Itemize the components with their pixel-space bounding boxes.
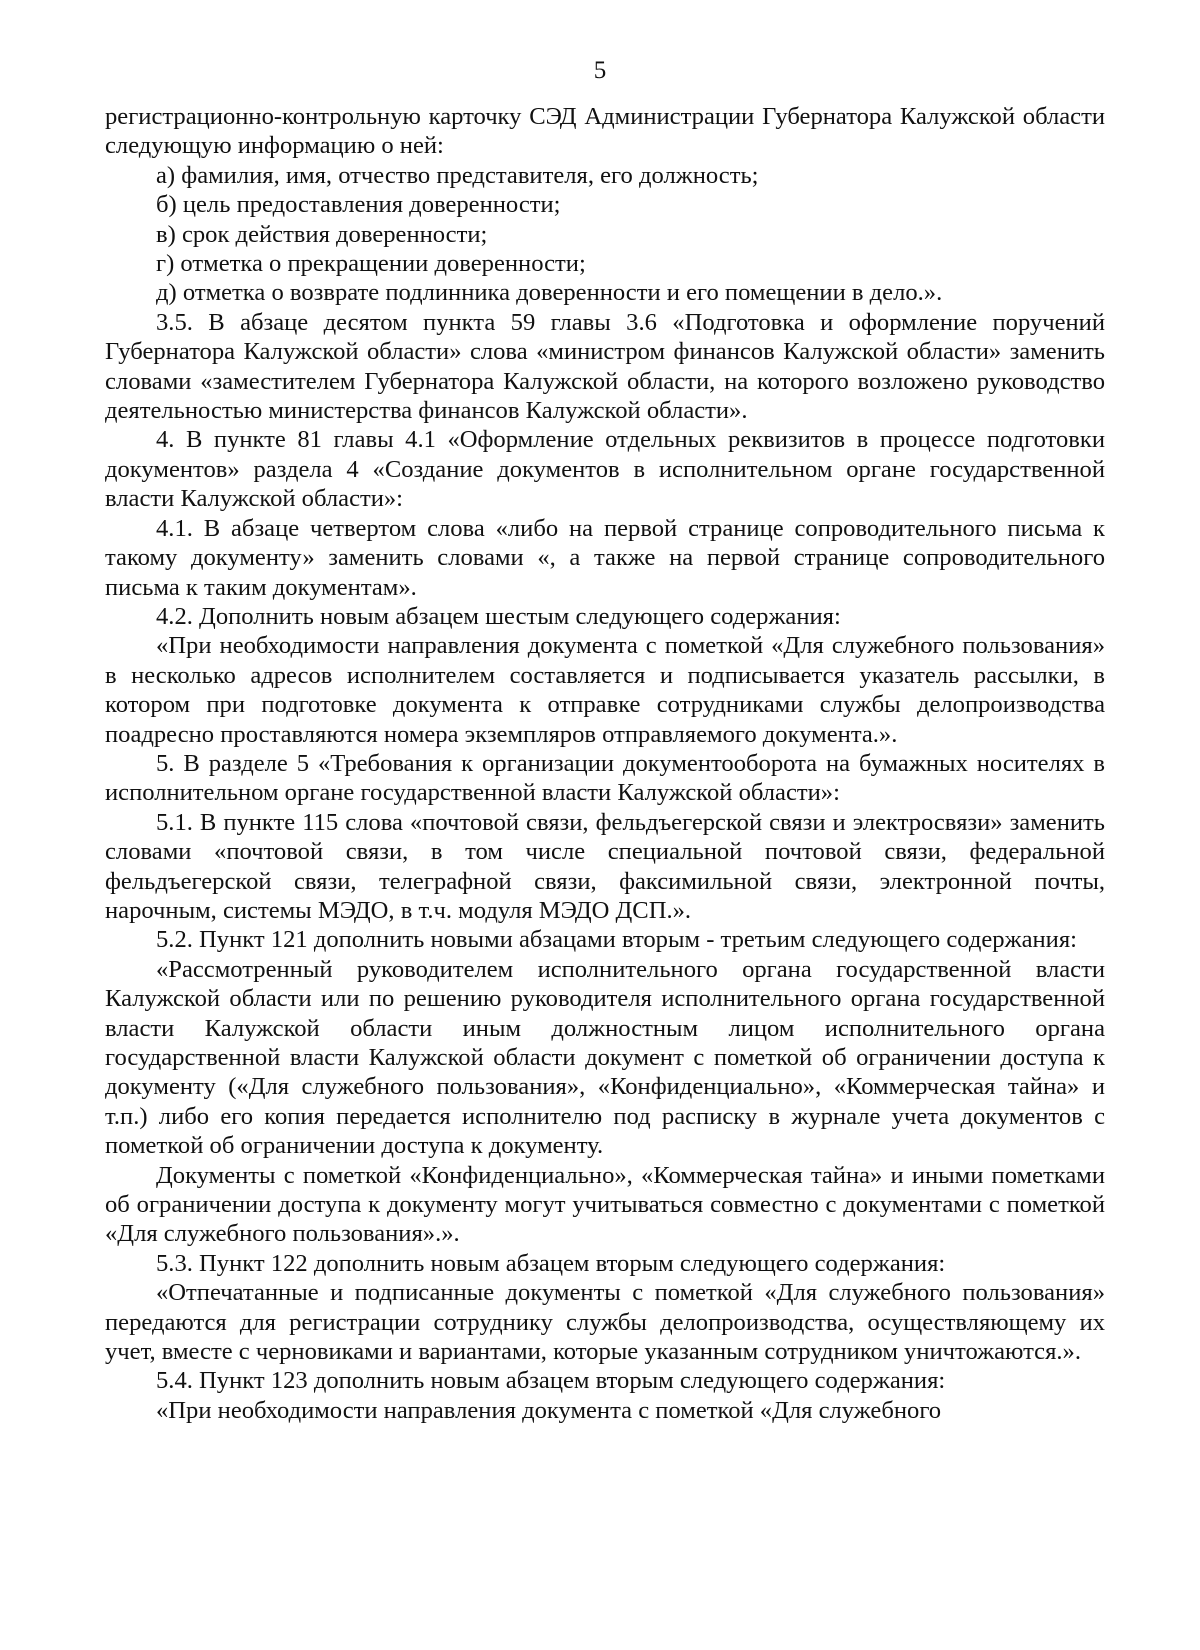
paragraph: Документы с пометкой «Конфиденциально», «Коммерческая тайна» и иными пометками об ограничении доступа к документу могут учитываться совместно с документами с пометкой «Для служебного пользования».». bbox=[105, 1161, 1105, 1248]
paragraph: 5.2. Пункт 121 дополнить новыми абзацами вторым - третьим следующего содержания: bbox=[156, 926, 1077, 954]
document-body bbox=[105, 102, 1105, 1425]
page-number: 5 bbox=[593, 57, 607, 84]
paragraph: «Рассмотренный руководителем исполнительного органа государственной власти Калужской области или по решению руководителя исполнительного органа государственной власти Калужской области иным должностным лицом исполнительного органа государственной власти Калужской области документ с пометкой об ограничении доступа к документу («Для служебного пользования», «Конфиденциально», «Коммерческая тайна» и т.п.) либо его копия передается исполнителю под расписку в журнале учета документов с пометкой об ограничении доступа к документу. bbox=[105, 955, 1105, 1160]
paragraph: г) отметка о прекращении доверенности; bbox=[156, 250, 586, 278]
paragraph: 5. В разделе 5 «Требования к организации документооборота на бумажных носителях в исполнительном органе государственной власти Калужской области»: bbox=[105, 749, 1105, 807]
paragraph: б) цель предоставления доверенности; bbox=[156, 191, 561, 219]
paragraph: регистрационно-контрольную карточку СЭД Администрации Губернатора Калужской области следующую информацию о ней: bbox=[105, 103, 1105, 160]
paragraph: «При необходимости направления документа с пометкой «Для служебного bbox=[156, 1396, 942, 1424]
paragraph: 4.2. Дополнить новым абзацем шестым следующего содержания: bbox=[156, 602, 841, 630]
paragraph: 5.4. Пункт 123 дополнить новым абзацем вторым следующего содержания: bbox=[156, 1367, 946, 1395]
paragraph: 4.1. В абзаце четвертом слова «либо на первой странице сопроводительного письма к такому документу» заменить словами «, а также на первой странице сопроводительного письма к таким документам». bbox=[105, 514, 1105, 601]
paragraph: в) срок действия доверенности; bbox=[156, 220, 488, 248]
paragraph: д) отметка о возврате подлинника доверенности и его помещении в дело.». bbox=[156, 279, 943, 307]
paragraph: 4. В пункте 81 главы 4.1 «Оформление отдельных реквизитов в процессе подготовки документов» раздела 4 «Создание документов в исполнительном органе государственной власти Калужской области»: bbox=[105, 426, 1105, 513]
paragraph: 5.3. Пункт 122 дополнить новым абзацем вторым следующего содержания: bbox=[156, 1249, 946, 1277]
paragraph: 5.1. В пункте 115 слова «почтовой связи, фельдъегерской связи и электросвязи» заменить словами «почтовой связи, в том числе специальной почтовой связи, федеральной фельдъегерской связи, телеграфной связи, факсимильной связи, электронной почты, нарочным, системы МЭДО, в т.ч. модуля МЭДО ДСП.». bbox=[105, 808, 1105, 924]
paragraph: «При необходимости направления документа с пометкой «Для служебного пользования» в несколько адресов исполнителем составляется и подписывается указатель рассылки, в котором при подготовке документа к отправке сотрудниками службы делопроизводства поадресно проставляются номера экземпляров отправляемого документа.». bbox=[105, 632, 1105, 748]
paragraph: «Отпечатанные и подписанные документы с пометкой «Для служебного пользования» передаются для регистрации сотруднику службы делопроизводства, осуществляющему их учет, вместе с черновиками и вариантами, которые указанным сотрудником уничтожаются.». bbox=[105, 1279, 1105, 1366]
paragraph: а) фамилия, имя, отчество представителя, его должность; bbox=[156, 161, 759, 189]
paragraph: 3.5. В абзаце десятом пункта 59 главы 3.6 «Подготовка и оформление поручений Губернатора Калужской области» слова «министром финансов Калужской области» заменить словами «заместителем Губернатора Калужской области, на которого возложено руководство деятельностью министерства финансов Калужской области». bbox=[105, 308, 1105, 425]
